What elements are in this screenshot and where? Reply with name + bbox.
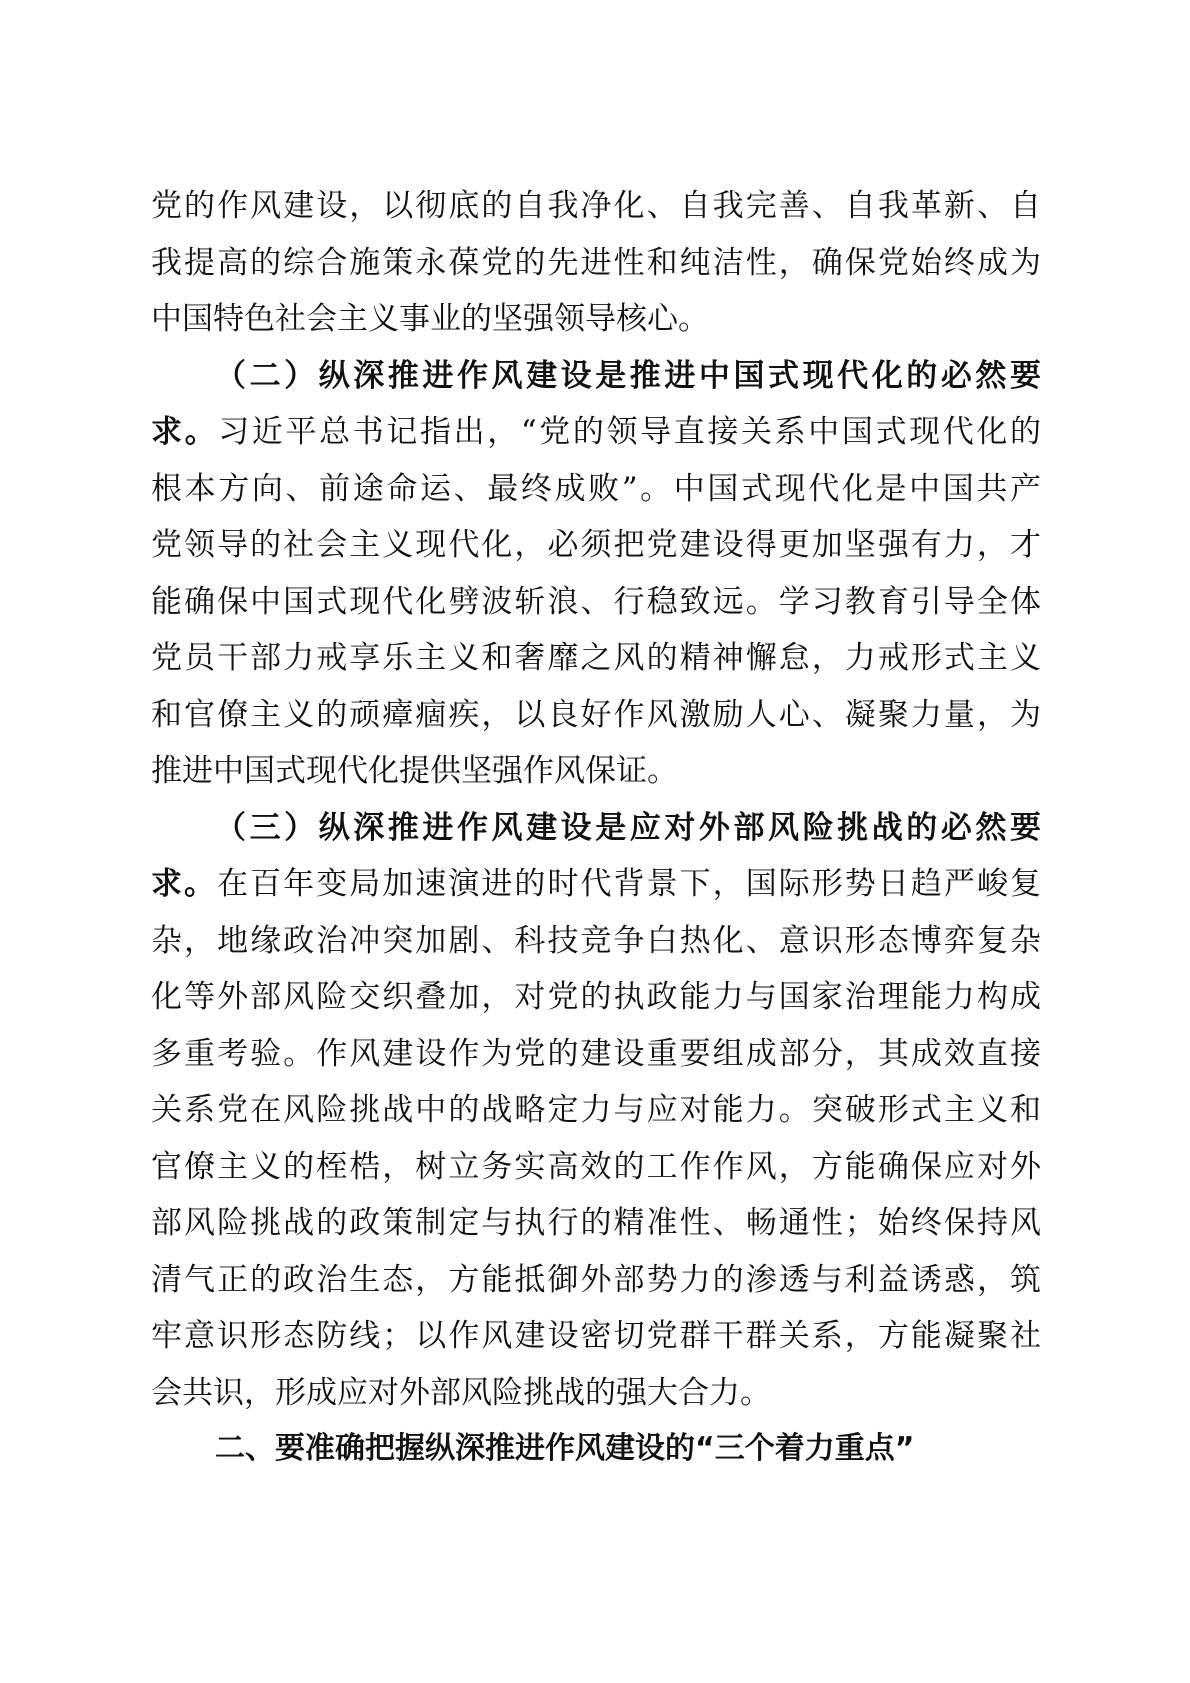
text-line: 能确保中国式现代化劈波斩浪、行稳致远。学习教育引导全体 [151, 583, 1041, 620]
text-line: 根本方向、前途命运、最终成败”。中国式现代化是中国共产 [151, 470, 1041, 507]
subheading-line [151, 800, 1041, 857]
text-line [151, 404, 1041, 461]
body-paragraph [151, 178, 1041, 348]
text-line: 党员干部力戒享乐主义和奢靡之风的精神懈怠，力戒形式主义 [151, 640, 1041, 676]
body-paragraph [151, 348, 1041, 800]
text-line: 中国特色社会主义事业的坚强领导核心。 [151, 301, 709, 337]
text-line: 官僚主义的桎梏，树立务实高效的工作作风，方能确保应对外 [151, 1148, 1041, 1185]
body-paragraph [151, 800, 1041, 1422]
subheading-line [151, 348, 1041, 405]
text-line: 推进中国式现代化提供坚强作风保证。 [151, 753, 678, 789]
text-line: 我提高的综合施策永葆党的先进性和纯洁性，确保党始终成为 [151, 244, 1041, 281]
text-line: 牢意识形态防线；以作风建设密切党群干群关系，方能凝聚社 [151, 1318, 1041, 1354]
subheading-text: （三）纵深推进作风建设是应对外部风险挑战的必然要 [215, 809, 1041, 846]
text-line: 多重考验。作风建设作为党的建设重要组成部分，其成效直接 [151, 1035, 1041, 1072]
line-text: 在百年变局加速演进的时代背景下，国际形势日趋严峻复 [217, 866, 1041, 902]
text-line: 会共识，形成应对外部风险挑战的强大合力。 [151, 1374, 771, 1411]
text-line: 杂，地缘政治冲突加剧、科技竞争白热化、意识形态博弈复杂 [151, 922, 1041, 959]
section-heading: 二、要准确把握纵深推进作风建设的“三个着力重点” [215, 1431, 915, 1466]
text-line: 部风险挑战的政策制定与执行的精准性、畅通性；始终保持风 [151, 1205, 1041, 1241]
text-line: 清气正的政治生态，方能抵御外部势力的渗透与利益诱惑，筑 [151, 1261, 1041, 1298]
text-line: 关系党在风险挑战中的战略定力与应对能力。突破形式主义和 [151, 1092, 1041, 1128]
line-text: 习近平总书记指出，“党的领导直接关系中国式现代化的 [218, 414, 1041, 450]
document-page [151, 178, 1041, 1478]
text-line: 和官僚主义的顽瘴痼疾，以良好作风激励人心、凝聚力量，为 [151, 696, 1041, 733]
subheading-end: 求。 [151, 866, 218, 902]
text-line: 党的作风建设，以彻底的自我净化、自我完善、自我革新、自 [151, 188, 1041, 224]
subheading-end: 求。 [151, 414, 219, 450]
text-line [151, 856, 1041, 913]
text-line: 党领导的社会主义现代化，必须把党建设得更加坚强有力，才 [151, 527, 1041, 563]
text-line: 化等外部风险交织叠加，对党的执政能力与国家治理能力构成 [151, 979, 1041, 1015]
subheading-text: （二）纵深推进作风建设是推进中国式现代化的必然要 [215, 357, 1041, 394]
